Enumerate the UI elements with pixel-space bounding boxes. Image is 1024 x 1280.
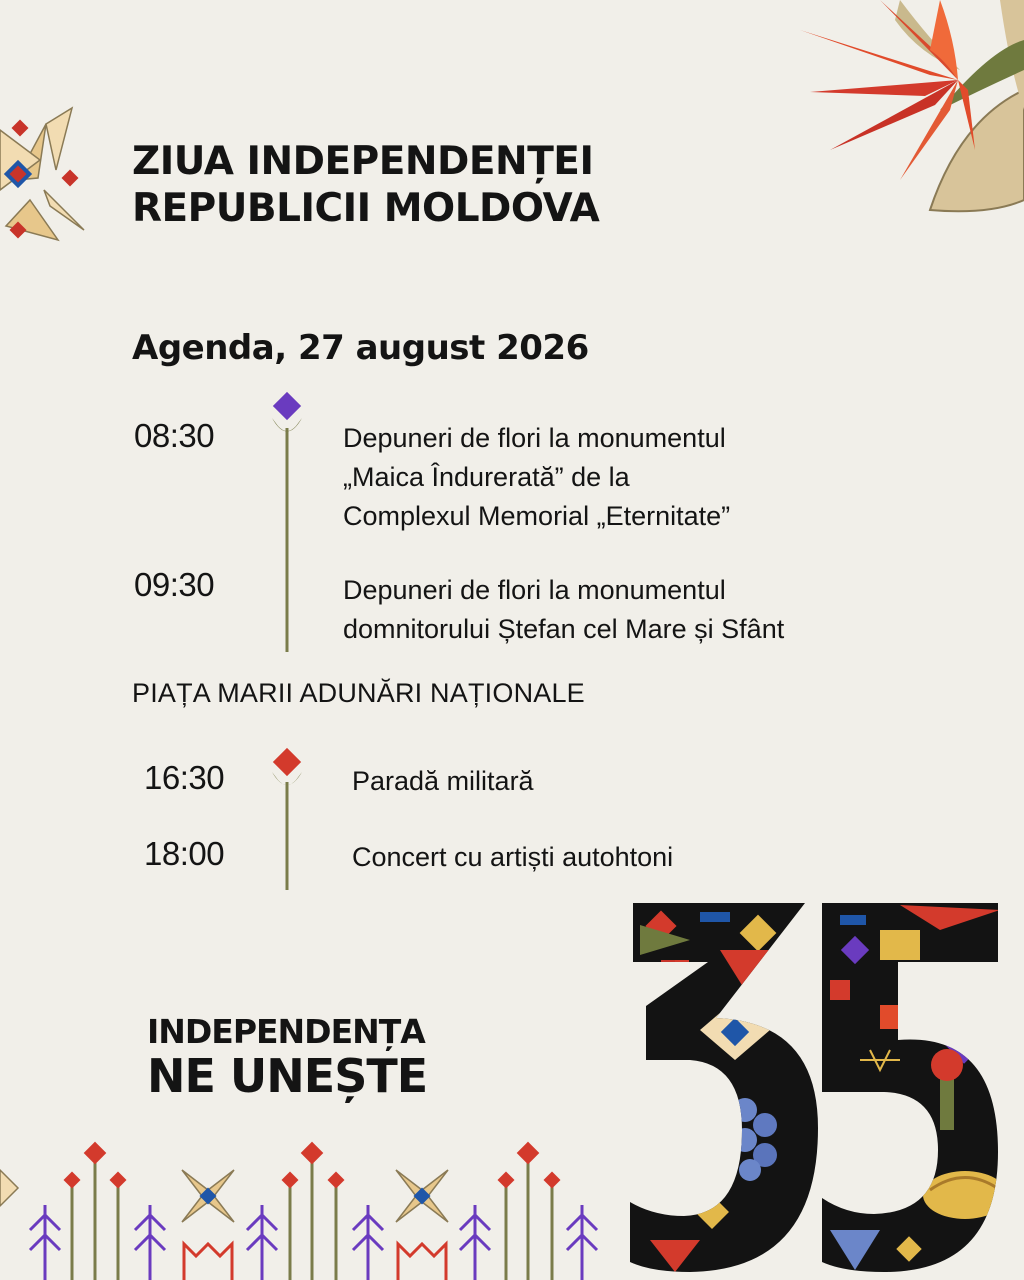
star-ornament <box>0 108 84 240</box>
event-time: 08:30 <box>134 417 215 454</box>
title-line-2: REPUBLICII MOLDOVA <box>132 186 600 231</box>
event-time: 09:30 <box>134 566 215 603</box>
leaves-decoration <box>800 0 1024 211</box>
timeline-flower-red <box>272 748 302 890</box>
event-line: domnitorului Ștefan cel Mare și Sfânt <box>343 614 785 644</box>
folk-pattern-border <box>0 1142 597 1280</box>
page-title <box>132 138 599 232</box>
event-line: Depuneri de flori la monumentul <box>343 575 726 605</box>
event-line: Depuneri de flori la monumentul <box>343 423 726 453</box>
event-description: Paradă militară <box>352 766 534 796</box>
timeline-flower-purple <box>272 392 302 652</box>
number-35-patterned <box>620 895 1010 1280</box>
event-description <box>343 571 903 649</box>
event-description: Concert cu artiști autohtoni <box>352 842 674 872</box>
location-label: PIAȚA MARII ADUNĂRI NAȚIONALE <box>132 678 585 708</box>
agenda-date-heading: Agenda, 27 august 2026 <box>132 328 589 368</box>
slogan-line-1: INDEPENDENȚA <box>147 1012 425 1051</box>
slogan <box>147 1014 427 1102</box>
slogan-line-2: NE UNEȘTE <box>147 1049 428 1103</box>
event-description <box>343 419 903 536</box>
event-line: Complexul Memorial „Eternitate” <box>343 501 731 531</box>
event-time: 16:30 <box>144 759 225 796</box>
title-line-1: ZIUA INDEPENDENȚEI <box>132 139 594 184</box>
event-time: 18:00 <box>144 835 225 872</box>
event-line: „Maica Îndurerată” de la <box>343 462 630 492</box>
